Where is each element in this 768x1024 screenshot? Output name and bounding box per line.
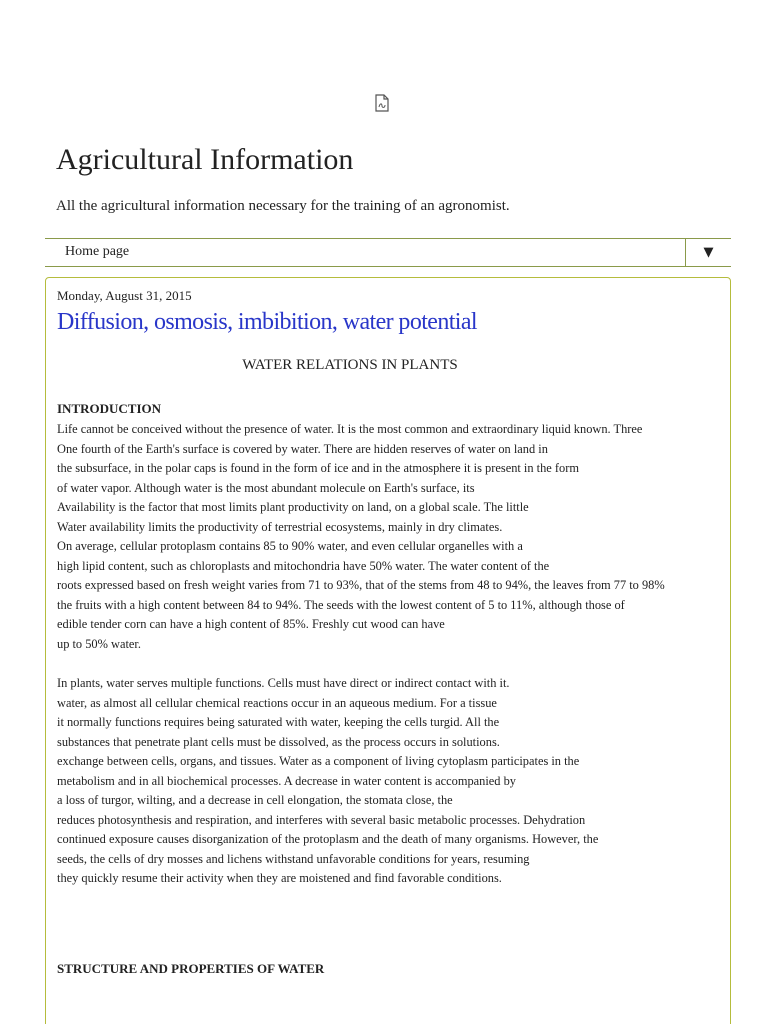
post-subtitle: WATER RELATIONS IN PLANTS <box>242 357 458 373</box>
text-line: exchange between cells, organs, and tissues. Water as a component of living cytoplasm participates in the <box>57 754 580 768</box>
text-line: edible tender corn can have a high content of 85%. Freshly cut wood can have <box>57 617 445 631</box>
structure-heading: STRUCTURE AND PROPERTIES OF WATER <box>57 961 325 976</box>
text-line: On average, cellular protoplasm contains 85 to 90% water, and even cellular organelles with a <box>57 539 523 553</box>
text-line: it normally functions requires being saturated with water, keeping the cells turgid. All the <box>57 715 500 729</box>
nav-dropdown-toggle[interactable]: ▼ <box>685 239 731 266</box>
text-line: substances that penetrate plant cells must be dissolved, as the process occurs in solutions. <box>57 734 500 749</box>
text-line: metabolism and in all biochemical processes. A decrease in water content is accompanied by <box>57 773 516 788</box>
text-line: In plants, water serves multiple functions. Cells must have direct or indirect contact with it. <box>57 676 510 690</box>
nav-home-page-link[interactable]: Home page <box>65 244 130 259</box>
text-line: high lipid content, such as chloroplasts and mitochondria have 50% water. The water content of the <box>57 558 550 573</box>
post-date: Monday, August 31, 2015 <box>57 288 192 303</box>
site-description: All the agricultural information necessary for the training of an agronomist. <box>56 198 510 214</box>
text-line: they quickly resume their activity when they are moistened and find favorable conditions. <box>57 871 502 885</box>
text-line: Availability is the factor that most limits plant productivity on land, on a global scale. The little <box>57 500 529 514</box>
text-line: Life cannot be conceived without the presence of water. It is the most common and extraordinary liquid known. Three <box>57 422 643 436</box>
text-line: the subsurface, in the polar caps is found in the form of ice and in the atmosphere it is present in the form <box>57 461 579 475</box>
text-line: seeds, the cells of dry mosses and lichens withstand unfavorable conditions for years, resuming <box>57 851 530 866</box>
text-line: water, as almost all cellular chemical reactions occur in an aqueous medium. For a tissue <box>57 695 497 710</box>
site-title[interactable]: Agricultural Information <box>56 143 354 176</box>
text-line: reduces photosynthesis and respiration, and interferes with several basic metabolic processes. Dehydration <box>57 812 586 827</box>
blog-post <box>45 277 731 1024</box>
text-line: roots expressed based on fresh weight varies from 71 to 93%, that of the stems from 48 to 94%, the leaves from 77 to 98% <box>57 578 665 592</box>
text-line: continued exposure causes disorganization of the protoplasm and the death of many organisms. However, the <box>57 832 599 846</box>
text-line: Water availability limits the productivity of terrestrial ecosystems, mainly in dry climates. <box>57 519 503 534</box>
text-line: of water vapor. Although water is the most abundant molecule on Earth's surface, its <box>57 480 475 495</box>
text-line: One fourth of the Earth's surface is covered by water. There are hidden reserves of water on land in <box>57 441 548 456</box>
page-navigation <box>45 238 731 267</box>
post-title[interactable]: Diffusion, osmosis, imbibition, water potential <box>57 309 477 335</box>
introduction-heading: INTRODUCTION <box>57 401 162 416</box>
text-line: the fruits with a high content between 84 to 94%. The seeds with the lowest content of 5 to 11%, although those of <box>57 597 625 612</box>
document-icon[interactable] <box>374 94 390 112</box>
text-line: up to 50% water. <box>57 636 141 651</box>
text-line: a loss of turgor, wilting, and a decrease in cell elongation, the stomata close, the <box>57 793 453 807</box>
